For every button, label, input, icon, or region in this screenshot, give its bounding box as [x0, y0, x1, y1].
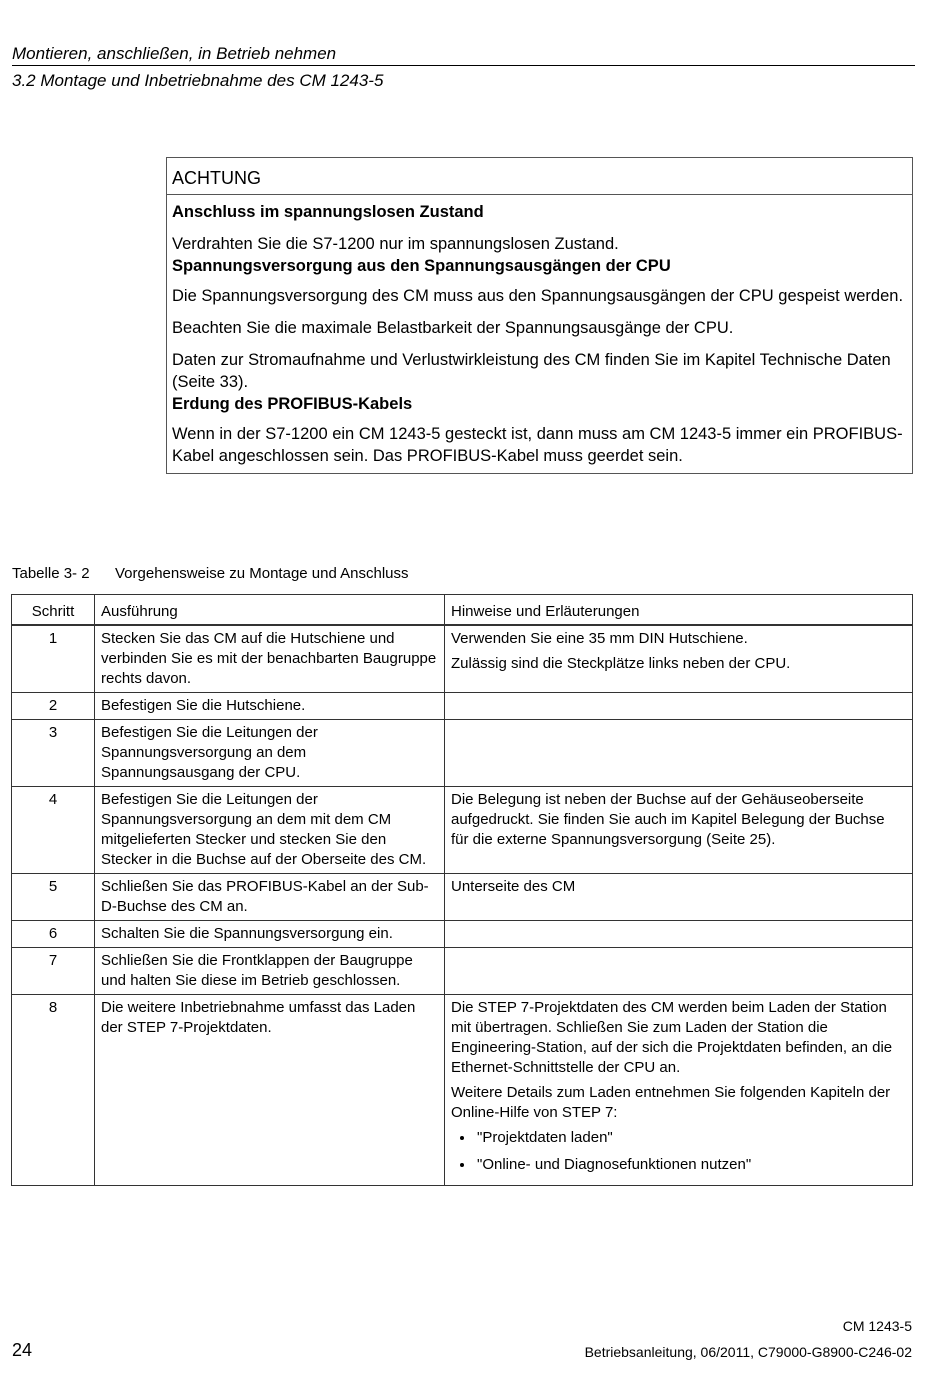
step-notes — [445, 921, 913, 948]
step-action: Schließen Sie die Frontklappen der Baugruppe und halten Sie diese im Betrieb geschlossen. — [95, 948, 445, 995]
notice-heading: Erdung des PROFIBUS-Kabels — [172, 395, 413, 413]
step-action: Befestigen Sie die Hutschiene. — [95, 693, 445, 720]
notice-box — [166, 157, 913, 474]
column-header: Hinweise und Erläuterungen — [445, 595, 913, 626]
step-action: Die weitere Inbetriebnahme umfasst das Laden der STEP 7-Projektdaten. — [95, 995, 445, 1186]
note-bullet-list — [451, 1128, 906, 1175]
notice-text: Verdrahten Sie die S7-1200 nur im spannungslosen Zustand. — [172, 235, 619, 253]
note-paragraph: Unterseite des CM — [451, 878, 576, 895]
step-action: Befestigen Sie die Leitungen der Spannungsversorgung an dem mit dem CM mitgelieferten Stecker und stecken Sie den Stecker in die Buchse auf der Oberseite des CM. — [95, 787, 445, 874]
note-paragraph: Die STEP 7-Projektdaten des CM werden beim Laden der Station mit übertragen. Schließen Sie zum Laden der Station die Engineering-Station, auf der sich die Projektdaten befinden, an die Ethernet-Schnittstelle der CPU an. — [451, 999, 893, 1076]
step-number: 2 — [12, 693, 95, 720]
footer-model: CM 1243-5 — [842, 1318, 912, 1334]
column-header: Schritt — [12, 595, 95, 626]
note-paragraph: Zulässig sind die Steckplätze links neben der CPU. — [451, 655, 791, 672]
steps-table — [11, 594, 913, 1186]
step-notes — [445, 693, 913, 720]
step-number: 8 — [12, 995, 95, 1186]
table-row — [12, 995, 913, 1186]
section-title: 3.2 Montage und Inbetriebnahme des CM 1243-5 — [12, 71, 384, 90]
step-number: 3 — [12, 720, 95, 787]
step-action: Schließen Sie das PROFIBUS-Kabel an der Sub-D-Buchse des CM an. — [95, 874, 445, 921]
table-caption-number: Tabelle 3- 2 — [12, 565, 90, 582]
notice-heading: Anschluss im spannungslosen Zustand — [172, 203, 484, 221]
table-header-row — [12, 595, 913, 626]
footer-doc-info: Betriebsanleitung, 06/2011, C79000-G8900-C246-02 — [584, 1344, 912, 1360]
table-caption — [12, 565, 409, 582]
notice-title: ACHTUNG — [167, 158, 912, 195]
table-row — [12, 787, 913, 874]
step-number: 5 — [12, 874, 95, 921]
note-paragraph: Die Belegung ist neben der Buchse auf der Gehäuseoberseite aufgedruckt. Sie finden Sie auch im Kapitel Belegung der Buchse für die externe Spannungsversorgung (Seite 25). — [451, 791, 885, 848]
step-notes — [445, 874, 913, 921]
step-number: 7 — [12, 948, 95, 995]
step-notes — [445, 995, 913, 1186]
header-rule — [12, 65, 915, 66]
table-caption-title: Vorgehensweise zu Montage und Anschluss — [115, 565, 409, 582]
note-paragraph: Verwenden Sie eine 35 mm DIN Hutschiene. — [451, 630, 748, 647]
step-action: Schalten Sie die Spannungsversorgung ein. — [95, 921, 445, 948]
table-row — [12, 948, 913, 995]
page-number: 24 — [12, 1340, 33, 1360]
notice-text: Daten zur Stromaufnahme und Verlustwirkleistung des CM finden Sie im Kapitel Technische Daten (Seite 33). — [172, 351, 891, 391]
step-number: 1 — [12, 625, 95, 693]
note-paragraph: Weitere Details zum Laden entnehmen Sie folgenden Kapiteln der Online-Hilfe von STEP 7: — [451, 1084, 891, 1121]
note-bullet-item: • "Online- und Diagnosefunktionen nutzen" — [475, 1155, 906, 1175]
note-bullet-item: • "Projektdaten laden" — [475, 1128, 906, 1148]
step-notes — [445, 625, 913, 693]
table-row — [12, 921, 913, 948]
notice-text: Wenn in der S7-1200 ein CM 1243-5 gesteckt ist, dann muss am CM 1243-5 immer ein PROFIBUS-Kabel angeschlossen sein. Das PROFIBUS-Kabel muss geerdet sein. — [172, 425, 903, 465]
table-row — [12, 625, 913, 693]
step-action: Befestigen Sie die Leitungen der Spannungsversorgung an dem Spannungsausgang der CPU. — [95, 720, 445, 787]
notice-body — [167, 195, 912, 473]
table-row — [12, 874, 913, 921]
notice-text: Die Spannungsversorgung des CM muss aus den Spannungsausgängen der CPU gespeist werden. — [172, 287, 904, 305]
step-notes — [445, 720, 913, 787]
step-number: 4 — [12, 787, 95, 874]
chapter-title: Montieren, anschließen, in Betrieb nehmen — [12, 44, 337, 63]
column-header: Ausführung — [95, 595, 445, 626]
step-notes — [445, 948, 913, 995]
step-notes — [445, 787, 913, 874]
table-row — [12, 720, 913, 787]
table-row — [12, 693, 913, 720]
step-number: 6 — [12, 921, 95, 948]
notice-text: Beachten Sie die maximale Belastbarkeit der Spannungsausgänge der CPU. — [172, 319, 734, 337]
notice-heading: Spannungsversorgung aus den Spannungsausgängen der CPU — [172, 257, 671, 275]
step-action: Stecken Sie das CM auf die Hutschiene und verbinden Sie es mit der benachbarten Baugruppe rechts davon. — [95, 625, 445, 693]
